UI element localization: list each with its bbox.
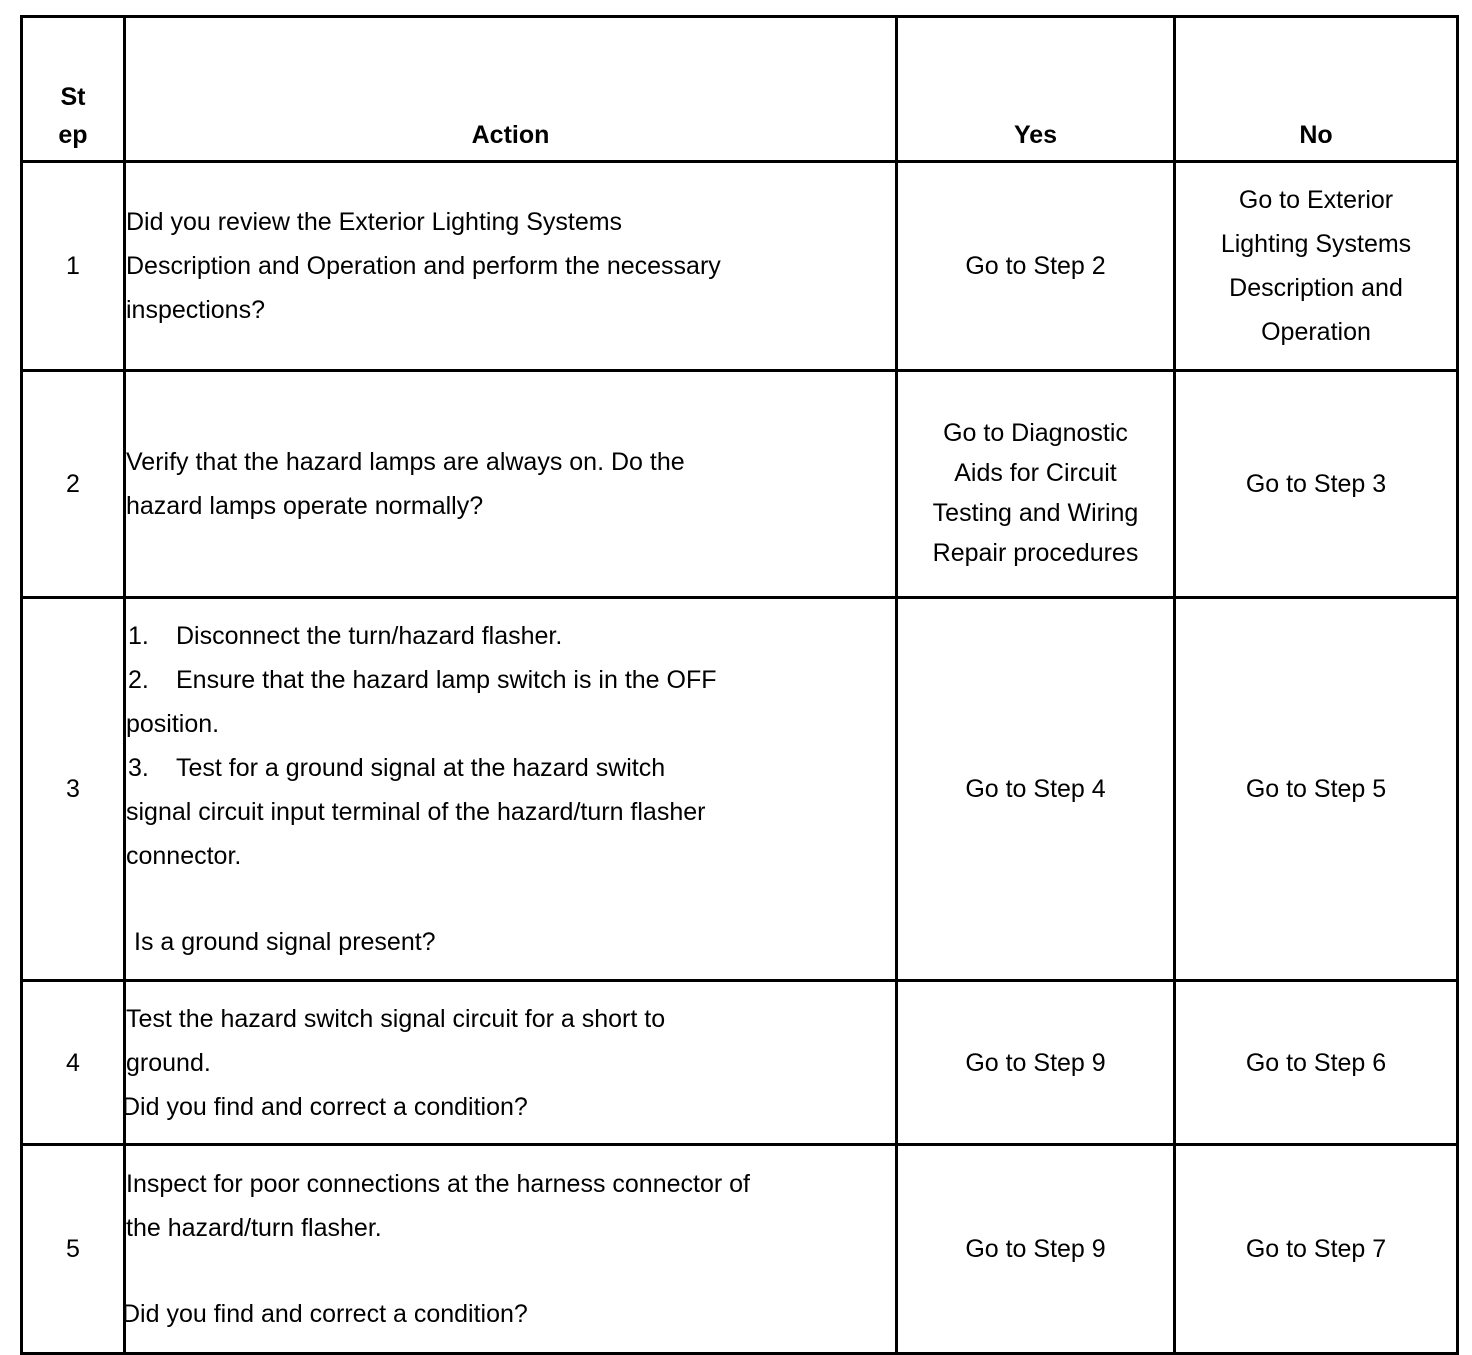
step-number: 4: [22, 981, 125, 1145]
action-cell: Verify that the hazard lamps are always on. Do the hazard lamps operate normally?: [125, 371, 897, 598]
question-text: Did you find and correct a condition?: [122, 1092, 528, 1121]
step-number: 1: [22, 162, 125, 371]
no-cell: Go to Step 5: [1175, 598, 1458, 981]
header-no: No: [1175, 17, 1458, 162]
list-item: 2. Ensure that the hazard lamp switch is in the OFF: [128, 666, 717, 694]
action-cell: Did you review the Exterior Lighting Systems Description and Operation and perform the necessary inspections?: [125, 162, 897, 371]
step-number: 5: [22, 1145, 125, 1354]
action-cell: Inspect for poor connections at the harness connector of the hazard/turn flasher. Did you find and correct a condition?: [125, 1145, 897, 1354]
step-number: 3: [22, 598, 125, 981]
question-text: Did you find and correct a condition?: [122, 1300, 528, 1328]
list-item: 1. Disconnect the turn/hazard flasher.: [128, 622, 563, 650]
table-row: [22, 162, 1458, 371]
table-row: [22, 1145, 1458, 1354]
no-cell: Go to Exterior Lighting Systems Description and Operation: [1175, 162, 1458, 371]
yes-cell: Go to Step 9: [897, 1145, 1175, 1354]
table-row: [22, 981, 1458, 1145]
header-yes: Yes: [897, 17, 1175, 162]
table-row: [22, 598, 1458, 981]
no-cell: Go to Step 3: [1175, 371, 1458, 598]
table-row: [22, 371, 1458, 598]
header-step: St ep: [22, 17, 125, 162]
yes-cell: Go to Step 9: [897, 981, 1175, 1145]
yes-cell: Go to Step 2: [897, 162, 1175, 371]
action-cell: Test the hazard switch signal circuit for a short to ground. Did you find and correct a condition?: [125, 981, 897, 1145]
action-cell: 1. Disconnect the turn/hazard flasher. 2. Ensure that the hazard lamp switch is in the OFF position. 3. Test for a ground signal at the hazard switch signal circuit input terminal of the hazard/turn flasher connector. Is a ground signal present?: [125, 598, 897, 981]
yes-cell: Go to Diagnostic Aids for Circuit Testing and Wiring Repair procedures: [897, 371, 1175, 598]
no-cell: Go to Step 6: [1175, 981, 1458, 1145]
header-action: Action: [125, 17, 897, 162]
list-item: 3. Test for a ground signal at the hazard switch: [128, 754, 666, 782]
yes-cell: Go to Step 4: [897, 598, 1175, 981]
diagnostic-table: [20, 15, 1459, 1355]
step-number: 2: [22, 371, 125, 598]
question-text: Is a ground signal present?: [134, 928, 436, 956]
header-row: [22, 17, 1458, 162]
no-cell: Go to Step 7: [1175, 1145, 1458, 1354]
